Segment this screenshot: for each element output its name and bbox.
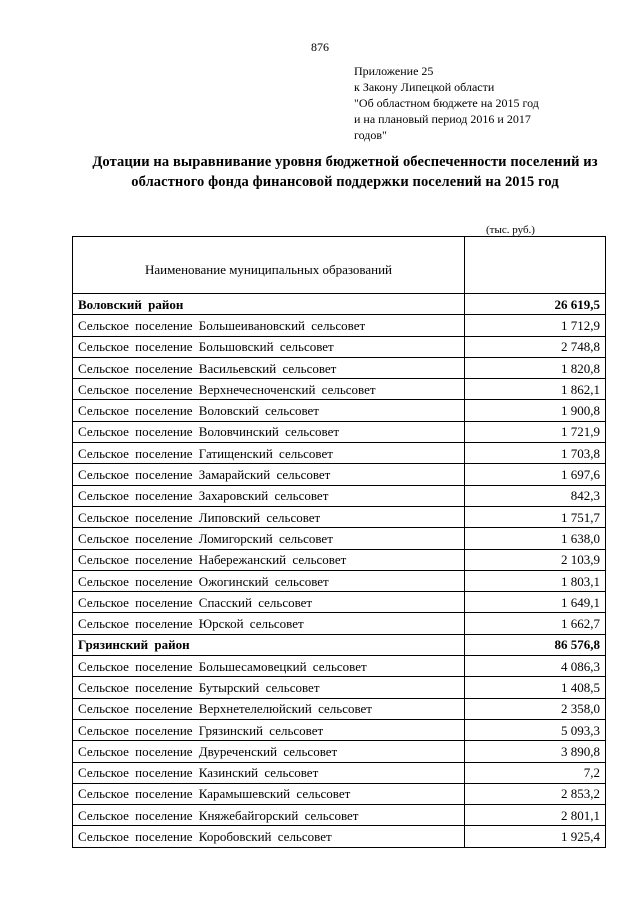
appendix-block [354, 63, 614, 143]
municipality-name-cell: Сельское поселение Гатищенский сельсовет [73, 443, 465, 464]
municipality-name-cell: Сельское поселение Большовский сельсовет [73, 336, 465, 357]
amount-cell: 86 576,8 [465, 634, 606, 655]
amount-cell: 1 697,6 [465, 464, 606, 485]
amount-cell: 1 662,7 [465, 613, 606, 634]
amount-cell: 1 900,8 [465, 400, 606, 421]
municipality-name-cell: Сельское поселение Замарайский сельсовет [73, 464, 465, 485]
district-row [73, 634, 606, 655]
table-row [73, 421, 606, 442]
municipality-name-cell: Сельское поселение Захаровский сельсовет [73, 485, 465, 506]
table-row [73, 336, 606, 357]
table-row [73, 357, 606, 378]
district-row [73, 294, 606, 315]
amount-cell: 1 408,5 [465, 677, 606, 698]
grants-table [72, 236, 606, 848]
municipality-name-cell: Сельское поселение Ожогинский сельсовет [73, 570, 465, 591]
municipality-name-cell: Сельское поселение Большеивановский сельсовет [73, 315, 465, 336]
amount-cell: 2 748,8 [465, 336, 606, 357]
amount-cell: 842,3 [465, 485, 606, 506]
amount-cell: 4 086,3 [465, 656, 606, 677]
municipality-name-cell: Грязинский район [73, 634, 465, 655]
table-row [73, 762, 606, 783]
municipality-name-cell: Сельское поселение Васильевский сельсовет [73, 357, 465, 378]
table-row [73, 698, 606, 719]
appendix-line: к Закону Липецкой области [354, 80, 495, 94]
column-header-name: Наименование муниципальных образований [73, 237, 465, 294]
amount-cell: 2 853,2 [465, 783, 606, 804]
table-row [73, 379, 606, 400]
amount-cell: 2 103,9 [465, 549, 606, 570]
table-row [73, 443, 606, 464]
column-header-value [465, 237, 606, 294]
page-number: 876 [311, 40, 329, 54]
table-row [73, 656, 606, 677]
table-row [73, 613, 606, 634]
table-row [73, 719, 606, 740]
amount-cell: 1 721,9 [465, 421, 606, 442]
table-row [73, 315, 606, 336]
amount-cell: 1 751,7 [465, 506, 606, 527]
table-body [73, 294, 606, 848]
municipality-name-cell: Сельское поселение Верхнетелелюйский сельсовет [73, 698, 465, 719]
document-title: Дотации на выравнивание уровня бюджетной обеспеченности поселений из областного фонда финансовой поддержки поселений на 2015 год [92, 154, 598, 190]
amount-cell: 1 712,9 [465, 315, 606, 336]
amount-cell: 2 801,1 [465, 805, 606, 826]
table-row [73, 592, 606, 613]
municipality-name-cell: Сельское поселение Двуреченский сельсовет [73, 741, 465, 762]
amount-cell: 1 638,0 [465, 528, 606, 549]
table-header-row [73, 237, 606, 294]
table-row [73, 400, 606, 421]
table-row [73, 485, 606, 506]
table-row [73, 805, 606, 826]
amount-cell: 2 358,0 [465, 698, 606, 719]
table-row [73, 506, 606, 527]
amount-cell: 1 649,1 [465, 592, 606, 613]
municipality-name-cell: Сельское поселение Казинский сельсовет [73, 762, 465, 783]
table-row [73, 464, 606, 485]
table-row [73, 549, 606, 570]
municipality-name-cell: Сельское поселение Бутырский сельсовет [73, 677, 465, 698]
appendix-line: и на плановый период 2016 и 2017 [354, 112, 531, 126]
amount-cell: 7,2 [465, 762, 606, 783]
municipality-name-cell: Сельское поселение Коробовский сельсовет [73, 826, 465, 847]
amount-cell: 1 820,8 [465, 357, 606, 378]
amount-cell: 26 619,5 [465, 294, 606, 315]
municipality-name-cell: Сельское поселение Набережанский сельсовет [73, 549, 465, 570]
units-label: (тыс. руб.) [486, 224, 535, 236]
municipality-name-cell: Сельское поселение Юрской сельсовет [73, 613, 465, 634]
amount-cell: 1 925,4 [465, 826, 606, 847]
table-row [73, 570, 606, 591]
municipality-name-cell: Сельское поселение Ломигорский сельсовет [73, 528, 465, 549]
municipality-name-cell: Сельское поселение Грязинский сельсовет [73, 719, 465, 740]
municipality-name-cell: Сельское поселение Воловчинский сельсовет [73, 421, 465, 442]
municipality-name-cell: Сельское поселение Липовский сельсовет [73, 506, 465, 527]
appendix-line: Приложение 25 [354, 64, 434, 78]
table-row [73, 677, 606, 698]
municipality-name-cell: Сельское поселение Княжебайгорский сельсовет [73, 805, 465, 826]
appendix-line: годов" [354, 128, 387, 142]
table-row [73, 741, 606, 762]
municipality-name-cell: Сельское поселение Воловский сельсовет [73, 400, 465, 421]
amount-cell: 1 703,8 [465, 443, 606, 464]
municipality-name-cell: Сельское поселение Большесамовецкий сельсовет [73, 656, 465, 677]
amount-cell: 1 803,1 [465, 570, 606, 591]
municipality-name-cell: Сельское поселение Карамышевский сельсовет [73, 783, 465, 804]
amount-cell: 1 862,1 [465, 379, 606, 400]
table-row [73, 826, 606, 847]
amount-cell: 5 093,3 [465, 719, 606, 740]
table-row [73, 783, 606, 804]
municipality-name-cell: Воловский район [73, 294, 465, 315]
municipality-name-cell: Сельское поселение Спасский сельсовет [73, 592, 465, 613]
municipality-name-cell: Сельское поселение Верхнечесноченский сельсовет [73, 379, 465, 400]
amount-cell: 3 890,8 [465, 741, 606, 762]
appendix-line: "Об областном бюджете на 2015 год [354, 96, 539, 110]
table-row [73, 528, 606, 549]
